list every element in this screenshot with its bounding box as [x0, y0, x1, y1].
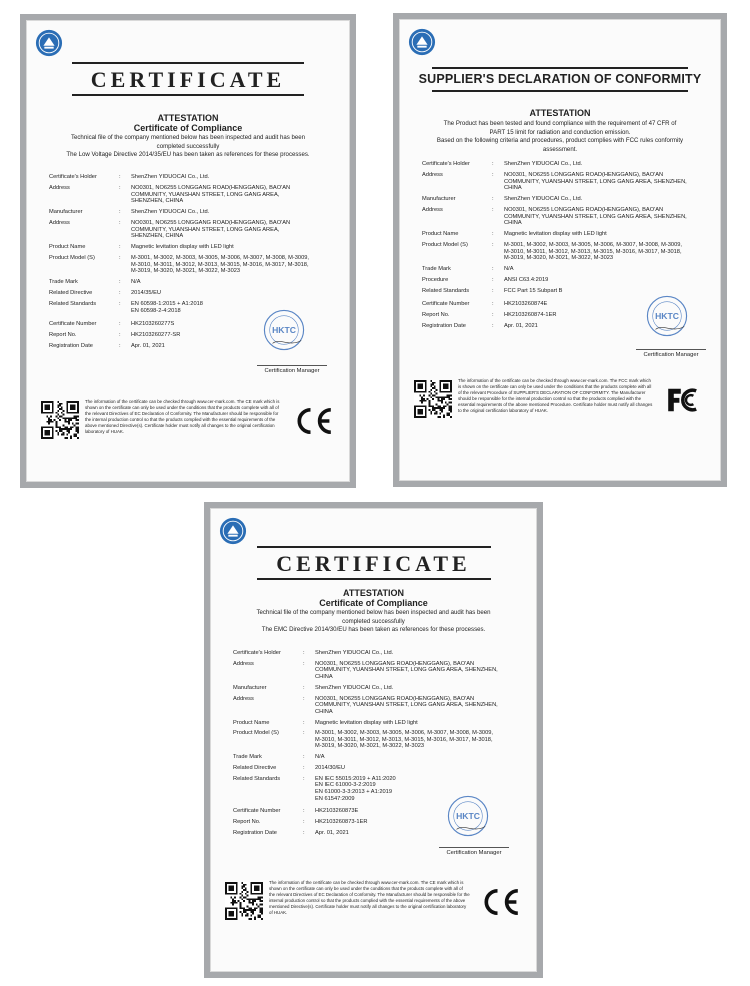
intro-line: Technical file of the company mentioned below has been inspected and audit has been — [70, 134, 306, 141]
field-value-line: ShenZhen YIDUOCAI Co., Ltd. — [315, 650, 394, 656]
field-row — [233, 661, 522, 681]
field-colon: : — [492, 301, 494, 308]
field-colon: : — [303, 695, 305, 702]
field-colon: : — [492, 288, 494, 295]
field-colon: : — [303, 730, 305, 737]
hktc-stamp-icon — [263, 309, 305, 351]
field-value-line: EN IEC 55015:2019 + A11:2020 — [315, 775, 396, 782]
field-value-line: ShenZhen YIDUOCAI Co., Ltd. — [131, 174, 210, 180]
field-label: Certificate Number — [49, 320, 97, 327]
disclaimer-text: The information of the certificate can be checked through www.cer-mark.com. The CE mark which is shown on the certificate can only be used under the conditions that the products complete with all of the relevant Directives of EC Declaration of Conformity. The Manufacturer should be responsible for the internal production control so that the products complied with the essential requirements of the above mentioned Directive(s). Certificate holder must notify all changes to the original certification laboratory of HUAK. — [269, 880, 470, 915]
field-colon: : — [492, 277, 494, 284]
field-label: Certificate's Holder — [233, 650, 281, 656]
field-colon: : — [303, 684, 305, 691]
field-row — [49, 255, 335, 275]
field-row — [233, 765, 522, 772]
ce-mark-icon — [293, 403, 335, 439]
qr-code-icon — [41, 401, 79, 439]
field-value-line: HK2103260873E — [315, 808, 359, 815]
field-value — [315, 808, 522, 815]
field-value — [504, 196, 706, 203]
field-value-line: M-3001, M-3002, M-3003, M-3005, M-3006, M-3007, M-3008, M-3009, — [504, 242, 682, 249]
field-value-line: Magnetic levitation display with LED light — [131, 244, 234, 251]
field-colon: : — [119, 174, 121, 180]
stamp-text: HKTC — [456, 810, 480, 821]
field-label: Certificate Number — [233, 808, 281, 815]
field-value-line: COMMUNITY, YUANSHAN STREET, LONG GANG AREA, SHENZHEN, — [504, 213, 687, 220]
field-value-line: HK2103260277-SR — [131, 331, 181, 338]
field-label: Address — [233, 695, 254, 702]
intro-line: PART 15 limit for radiation and conduction emission. — [489, 128, 631, 136]
field-colon: : — [492, 207, 494, 214]
field-colon: : — [492, 323, 494, 329]
field-value — [315, 830, 522, 837]
field-value-line: CHINA — [315, 673, 333, 680]
certificate-footer — [225, 880, 526, 938]
field-label: Product Model (S) — [233, 730, 279, 737]
certificate-1 — [20, 14, 356, 488]
intro-line: Technical file of the company mentioned below has been inspected and audit has been — [256, 609, 491, 616]
field-label: Product Model (S) — [422, 242, 468, 249]
field-label: Registration Date — [49, 342, 93, 349]
field-value — [315, 819, 522, 826]
field-colon: : — [303, 719, 305, 726]
field-value-line: N/A — [315, 754, 325, 761]
field-row — [49, 290, 335, 297]
field-value — [504, 172, 706, 192]
intro-line: assessment. — [542, 145, 578, 153]
field-value-line: HK2103260277S — [131, 320, 175, 327]
field-value-line: HK2103260873-1ER — [315, 818, 368, 825]
field-label: Report No. — [49, 331, 77, 338]
field-value-line: ANSI C63.4:2019 — [504, 277, 549, 284]
field-colon: : — [492, 312, 494, 319]
field-value-line: NO0301, NO6255 LONGGANG ROAD(HENGGANG), BAO'AN — [315, 695, 475, 702]
field-value — [504, 266, 706, 273]
field-colon: : — [119, 301, 121, 308]
field-row — [422, 207, 706, 227]
declaration-title: SUPPLIER'S DECLARATION OF CONFORMITY — [418, 72, 702, 86]
certification-manager-label: Certification Manager — [439, 847, 509, 856]
field-colon: : — [492, 242, 494, 249]
field-value — [315, 730, 522, 750]
field-value-line: NO0301, NO6255 LONGGANG ROAD(HENGGANG), BAO'AN — [504, 207, 664, 214]
field-label: Certificate's Holder — [49, 174, 97, 180]
heading-line-1: ATTESTATION — [343, 588, 404, 598]
field-label: Related Standards — [49, 301, 97, 308]
field-value-line: NO0301, NO6255 LONGGANG ROAD(HENGGANG), BAO'AN — [131, 220, 291, 227]
field-value-line: M-3010, M-3011, M-3012, M-3013, M-3015, M-3016, M-3017, M-3018, — [131, 261, 309, 268]
field-value-line: NO0301, NO6255 LONGGANG ROAD(HENGGANG), BAO'AN — [504, 171, 664, 178]
field-row — [233, 754, 522, 761]
field-value — [315, 685, 522, 692]
field-colon: : — [303, 775, 305, 782]
field-row — [49, 244, 335, 251]
certificate-footer — [414, 378, 710, 436]
field-colon: : — [492, 231, 494, 238]
field-value-line: M-3001, M-3002, M-3003, M-3005, M-3006, M-3007, M-3008, M-3009, — [315, 730, 493, 737]
field-label: Product Model (S) — [49, 255, 95, 262]
field-value-line: Apr. 01, 2021 — [504, 323, 538, 329]
field-label: Product Name — [233, 719, 270, 726]
field-label: Manufacturer — [422, 196, 456, 203]
field-value — [315, 661, 522, 681]
field-value — [504, 242, 706, 262]
field-label: Address — [49, 220, 70, 227]
heading-line-2: Certificate of Compliance — [133, 123, 243, 133]
field-label: Report No. — [422, 312, 450, 319]
field-value-line: CHINA — [315, 708, 333, 715]
field-row — [49, 174, 335, 181]
field-value — [315, 754, 522, 761]
disclaimer-text: The information of the certificate can be checked through www.cer-mark.com. The FCC mark which is shown on the certificate can only be used under the conditions that the products complete with all of the relevant Procedure of SUPPLIER'S DECLARATION OF CONFORMITY. The Manufacturer should be responsible for the internal production control so that the products complied with the essential requirements of the above mentioned Procedure. Certificate holder must notify all changes to the original certification laboratory of HUAK. — [458, 378, 653, 413]
qr-code-icon — [414, 380, 452, 418]
field-row — [49, 279, 335, 286]
field-label: Product Name — [49, 244, 86, 251]
field-label: Manufacturer — [233, 684, 267, 691]
field-colon: : — [303, 650, 305, 656]
field-row — [422, 266, 706, 273]
field-value-line: M-3010, M-3011, M-3012, M-3013, M-3015, M-3016, M-3017, M-3018, — [504, 248, 682, 255]
field-label: Certificate's Holder — [422, 161, 470, 167]
field-value-line: M-3001, M-3002, M-3003, M-3005, M-3006, M-3007, M-3008, M-3009, — [131, 255, 309, 262]
field-row — [49, 185, 335, 205]
attestation-heading — [27, 113, 349, 133]
hktc-stamp-icon — [646, 295, 688, 337]
title-rule-top — [72, 62, 304, 64]
field-label: Related Directive — [49, 290, 93, 297]
field-value-line: COMMUNITY, YUANSHAN STREET, LONG GANG AREA, SHENZHEN, — [315, 702, 498, 709]
certificate-title: CERTIFICATE — [90, 67, 286, 92]
field-value — [131, 220, 335, 240]
stamp-text: HKTC — [272, 324, 296, 335]
field-label: Trade Mark — [233, 754, 262, 761]
field-row — [422, 161, 706, 168]
field-value — [504, 277, 706, 284]
field-label: Address — [233, 660, 254, 667]
field-value-line: NO0301, NO6255 LONGGANG ROAD(HENGGANG), BAO'AN — [315, 660, 475, 667]
disclaimer-text: The information of the certificate can be checked through www.cer-mark.com. The CE mark which is shown on the certificate can only be used under the conditions that the products complete with all of the relevant Directives of EC Declaration of Conformity. The Manufacturer should be responsible for the internal production control so that the products complied with the essential requirements of the above mentioned Directive(s). Certificate holder must notify all changes to the original certification laboratory of HUAK. — [85, 399, 280, 434]
intro-text — [418, 120, 702, 154]
field-label: Address — [49, 184, 70, 191]
field-value — [504, 207, 706, 227]
field-value — [315, 776, 522, 802]
certificate-footer — [41, 399, 339, 457]
certificate-title: CERTIFICATE — [276, 551, 471, 576]
field-value-line: EN 60598-2-4:2018 — [131, 308, 181, 315]
field-value-line: N/A — [131, 279, 141, 286]
field-value — [131, 244, 335, 251]
field-label: Related Directive — [233, 765, 277, 772]
field-value-line: 2014/30/EU — [315, 765, 346, 772]
field-value — [131, 255, 335, 275]
heading-line-1: ATTESTATION — [529, 108, 591, 118]
field-colon: : — [119, 209, 121, 216]
field-colon: : — [303, 754, 305, 761]
field-value-line: ShenZhen YIDUOCAI Co., Ltd. — [504, 161, 583, 167]
field-value-line: M-3019, M-3020, M-3021, M-3022, M-3023 — [315, 743, 425, 750]
huak-logo-icon — [35, 29, 63, 57]
field-colon: : — [119, 342, 121, 349]
intro-line: The Low Voltage Directive 2014/35/EU has been taken as references for these processes. — [66, 151, 310, 159]
field-value-line: HK2103260874E — [504, 301, 548, 308]
field-label: Product Name — [422, 231, 459, 238]
field-value-line: Magnetic levitation display with LED light — [504, 231, 607, 238]
title-rule-bottom — [72, 94, 304, 96]
field-value — [131, 209, 335, 216]
certification-manager-label: Certification Manager — [636, 349, 706, 358]
field-row — [233, 685, 522, 692]
field-value-line: ShenZhen YIDUOCAI Co., Ltd. — [315, 684, 394, 691]
certificate-2 — [393, 13, 727, 487]
field-value-line: CHINA — [504, 185, 522, 192]
field-value-line: N/A — [504, 266, 514, 273]
heading-line-2: Certificate of Compliance — [319, 598, 428, 608]
stamp-text: HKTC — [655, 310, 679, 321]
intro-line: The EMC Directive 2014/30/EU has been taken as references for these processes. — [261, 626, 486, 634]
field-row — [233, 720, 522, 727]
field-value-line: SHENZHEN, CHINA — [131, 198, 184, 205]
intro-line: completed successfully — [342, 617, 405, 625]
field-label: Procedure — [422, 277, 449, 284]
field-colon: : — [492, 196, 494, 203]
field-label: Trade Mark — [49, 279, 78, 286]
certificate-sheet — [26, 20, 350, 482]
field-label: Certificate Number — [422, 301, 470, 308]
field-colon: : — [119, 184, 121, 191]
field-row — [422, 196, 706, 203]
title-rule-bottom — [432, 90, 688, 92]
field-label: Related Standards — [233, 775, 281, 782]
field-label: Report No. — [233, 818, 261, 825]
field-value — [315, 720, 522, 727]
field-colon: : — [119, 290, 121, 297]
field-value-line: ShenZhen YIDUOCAI Co., Ltd. — [131, 209, 210, 216]
field-colon: : — [492, 266, 494, 273]
field-colon: : — [119, 279, 121, 286]
field-row — [233, 730, 522, 750]
field-value-line: 2014/35/EU — [131, 290, 162, 297]
field-colon: : — [303, 808, 305, 815]
field-row — [422, 277, 706, 284]
intro-text — [229, 609, 518, 635]
field-value — [504, 231, 706, 238]
field-value-line: COMMUNITY, YUANSHAN STREET, LONG GANG AREA, — [131, 226, 280, 233]
field-row — [49, 220, 335, 240]
field-value-line: M-3019, M-3020, M-3021, M-3022, M-3023 — [504, 255, 614, 262]
field-row — [49, 209, 335, 216]
field-label: Manufacturer — [49, 209, 83, 216]
field-value-line: CHINA — [504, 220, 522, 227]
field-value-line: EN 61547:2009 — [315, 795, 355, 802]
field-label: Address — [422, 207, 443, 214]
title-rule-bottom — [257, 578, 491, 580]
field-value — [504, 161, 706, 168]
field-colon: : — [492, 161, 494, 167]
field-value-line: SHENZHEN, CHINA — [131, 233, 184, 240]
certification-manager-label: Certification Manager — [257, 365, 327, 374]
field-value-line: COMMUNITY, YUANSHAN STREET, LONG GANG AREA, SHENZHEN, — [504, 178, 687, 185]
qr-code-icon — [225, 882, 263, 920]
field-colon: : — [119, 220, 121, 227]
field-colon: : — [303, 829, 305, 836]
field-row — [233, 696, 522, 716]
field-value — [315, 696, 522, 716]
field-row — [422, 172, 706, 192]
field-label: Address — [422, 171, 443, 178]
field-label: Registration Date — [233, 829, 277, 836]
attestation-heading — [211, 588, 536, 608]
field-value-line: EN 61000-3-3:2013 + A1:2019 — [315, 789, 392, 795]
intro-line: The Product has been tested and found compliance with the requirement of 47 CFR of — [443, 120, 677, 127]
field-row — [422, 242, 706, 262]
certificate-3 — [204, 502, 543, 978]
field-colon: : — [303, 765, 305, 772]
field-value-line: EN IEC 61000-3-2:2019 — [315, 782, 376, 789]
field-value-line: HK2103260874-1ER — [504, 312, 557, 319]
intro-text — [45, 134, 331, 160]
title-rule-top — [257, 546, 491, 548]
field-colon: : — [119, 244, 121, 251]
heading-line-1: ATTESTATION — [157, 113, 219, 123]
field-colon: : — [303, 660, 305, 667]
field-colon: : — [492, 171, 494, 178]
field-colon: : — [119, 255, 121, 262]
field-value-line: Apr. 01, 2021 — [315, 829, 349, 836]
attestation-heading — [400, 108, 720, 118]
fcc-mark-icon — [664, 382, 706, 418]
field-value-line: ShenZhen YIDUOCAI Co., Ltd. — [504, 196, 583, 203]
field-value-line: COMMUNITY, YUANSHAN STREET, LONG GANG AREA, SHENZHEN, — [315, 667, 498, 674]
title-rule-top — [432, 67, 688, 69]
field-value-line: EN 60598-1:2015 + A1:2018 — [131, 301, 203, 308]
field-row — [233, 650, 522, 657]
field-colon: : — [303, 818, 305, 825]
huak-logo-icon — [219, 517, 247, 545]
field-value-line: COMMUNITY, YUANSHAN STREET, LONG GANG AREA, — [131, 191, 280, 198]
field-value — [131, 290, 335, 297]
field-value — [131, 185, 335, 205]
field-value-line: FCC Part 15 Subpart B — [504, 288, 563, 295]
field-label: Trade Mark — [422, 266, 451, 273]
field-label: Related Standards — [422, 288, 470, 295]
certificate-sheet — [210, 508, 537, 972]
field-value-line: Magnetic levitation display with LED light — [315, 719, 418, 726]
field-value — [131, 279, 335, 286]
field-value — [131, 174, 335, 181]
field-value-line: Apr. 01, 2021 — [131, 342, 165, 349]
field-value — [315, 765, 522, 772]
field-row — [422, 231, 706, 238]
field-value-line: M-3019, M-3020, M-3021, M-3022, M-3023 — [131, 268, 241, 275]
field-colon: : — [119, 320, 121, 327]
field-label: Registration Date — [422, 323, 466, 329]
huak-logo-icon — [408, 28, 436, 56]
field-colon: : — [119, 331, 121, 338]
intro-line: Based on the following criteria and procedures, product complies with FCC rules conformity — [436, 137, 684, 145]
certificate-sheet — [399, 19, 721, 481]
field-value — [315, 650, 522, 657]
field-value-line: NO0301, NO6255 LONGGANG ROAD(HENGGANG), BAO'AN — [131, 184, 291, 191]
ce-mark-icon — [480, 884, 522, 920]
intro-line: completed successfully — [156, 142, 220, 150]
hktc-stamp-icon — [447, 795, 489, 837]
field-value-line: M-3010, M-3011, M-3012, M-3013, M-3015, M-3016, M-3017, M-3018, — [315, 736, 493, 743]
